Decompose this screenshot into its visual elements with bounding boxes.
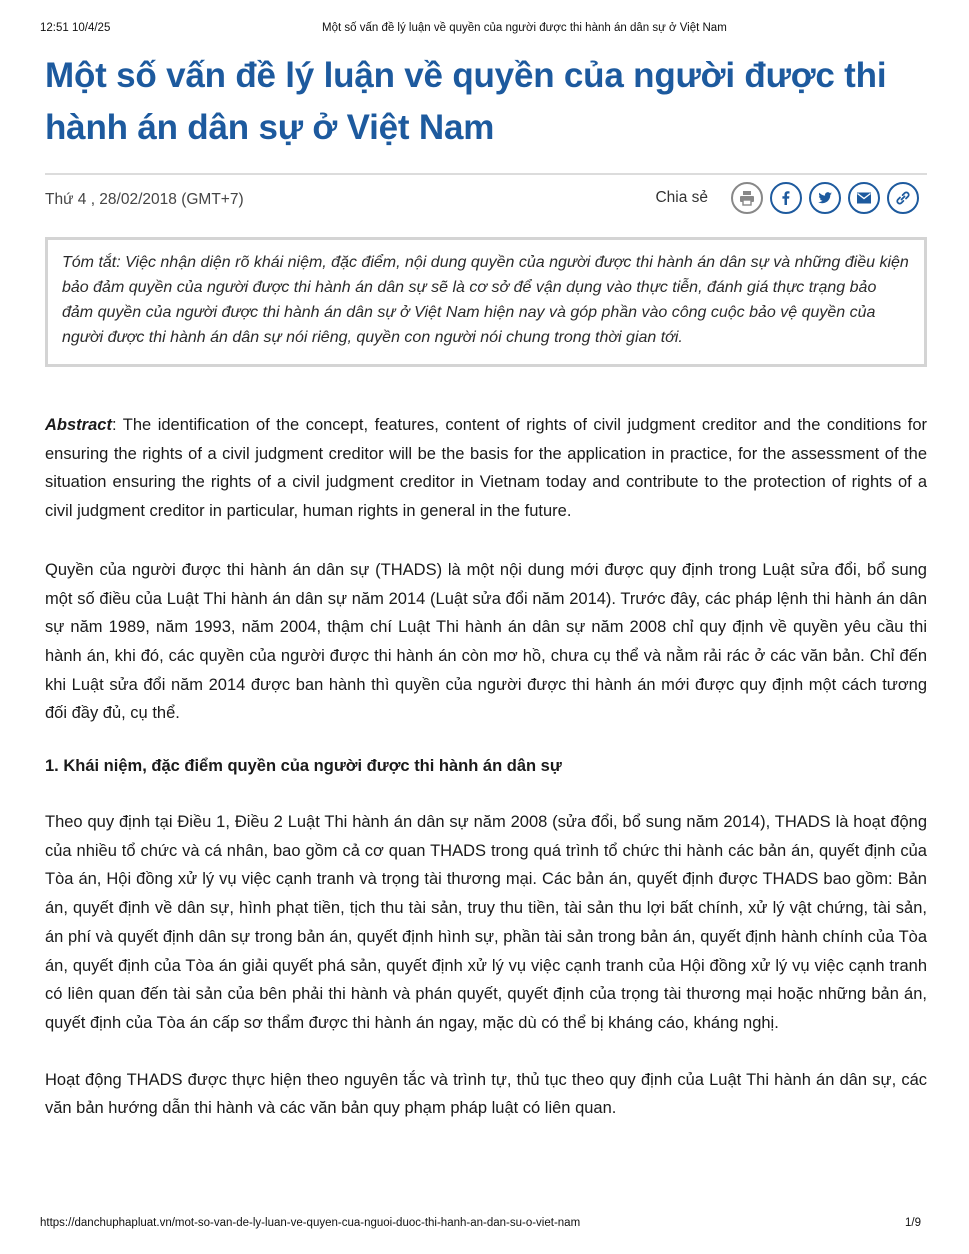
email-icon[interactable] [848,182,880,214]
print-page-title: Một số vấn đề lý luận về quyền của người được thi hành án dân sự ở Việt Nam [322,22,727,34]
twitter-icon[interactable] [809,182,841,214]
share-label: Chia sẻ [655,189,708,206]
article [45,50,927,1123]
facebook-icon[interactable] [770,182,802,214]
link-icon[interactable] [887,182,919,214]
print-icon[interactable] [731,182,763,214]
publish-date: Thứ 4 , 28/02/2018 (GMT+7) [45,191,244,208]
abstract-text: : The identification of the concept, features, content of rights of civil judgment creditor and the conditions for ensuring the rights of a civil judgment creditor will be the basis for the application in practice, for the assessment of the situation ensuring the rights of a civil judgment creditor in Vietnam today and contribute to the protection of rights of a civil judgment creditor in particular, human rights in general in the future. [45,416,927,521]
section-heading: 1. Khái niệm, đặc điểm quyền của người được thi hành án dân sự [45,757,562,776]
article-title: Một số vấn đề lý luận về quyền của người được thi hành án dân sự ở Việt Nam [45,56,887,147]
print-url: https://danchuphapluat.vn/mot-so-van-de-ly-luan-ve-quyen-cua-nguoi-duoc-thi-hanh-an-dan-su-o-viet-nam [40,1217,581,1229]
body-paragraph: Quyền của người được thi hành án dân sự (THADS) là một nội dung mới được quy định trong Luật sửa đổi, bổ sung một số điều của Luật Thi hành án dân sự năm 2014 (Luật sửa đổi năm 2014). Trước đây, các pháp lệnh thi hành án dân sự năm 1989, năm 1993, năm 2004, thậm chí Luật Thi hành án dân sự năm 2008 chỉ quy định về quyền yêu cầu thi hành án, khi đó, các quyền của người được thi hành án còn mơ hồ, chưa cụ thể và nằm rải rác ở các văn bản. Chỉ đến khi Luật sửa đổi năm 2014 được ban hành thì quyền của người được thi hành án mới được quy định một cách tương đối đầy đủ, cụ thể. [45,560,927,723]
article-meta [45,173,927,229]
share-bar [655,182,919,214]
summary-box: Tóm tắt: Việc nhận diện rõ khái niệm, đặc điểm, nội dung quyền của người được thi hành án dân sự và những điều kiện bảo đảm quyền của người được thi hành án dân sự sẽ là cơ sở để vận dụng vào thực tiễn, đánh giá thực trạng bảo đảm quyền của người được thi hành án dân sự ở Việt Nam hiện nay và góp phần vào công cuộc bảo vệ quyền của người được thi hành án dân sự nói riêng, quyền con người nói chung trong thời gian tới. [45,237,927,367]
body-paragraph: Hoạt động THADS được thực hiện theo nguyên tắc và trình tự, thủ tục theo quy định của Luật Thi hành án dân sự, các văn bản hướng dẫn thi hành và các văn bản quy phạm pháp luật có liên quan. [45,1070,927,1118]
print-timestamp: 12:51 10/4/25 [40,22,111,34]
page-number: 1/9 [905,1217,921,1229]
abstract-paragraph [45,411,927,526]
body-paragraph: Theo quy định tại Điều 1, Điều 2 Luật Thi hành án dân sự năm 2008 (sửa đổi, bổ sung năm 2014), THADS là hoạt động của nhiều tổ chức và cá nhân, bao gồm cả cơ quan THADS trong quá trình tổ chức thi hành các bản án, quyết định của Tòa án, Hội đồng xử lý vụ việc cạnh tranh và trọng tài thương mại. Các bản án, quyết định được THADS bao gồm: Bản án, quyết định về dân sự, hình phạt tiền, tịch thu tài sản, truy thu tiền, tài sản thu lợi bất chính, xử lý vật chứng, tài sản, án phí và quyết định dân sự trong bản án, quyết định hình sự, phần tài sản trong bản án, quyết định hành chính của Tòa án, quyết định của Tòa án giải quyết phá sản, quyết định xử lý vụ việc cạnh tranh của Hội đồng xử lý vụ việc cạnh tranh có liên quan đến tài sản của bên phải thi hành và phán quyết, quyết định của trọng tài thương mại hoặc những bản án, quyết định của Tòa án cấp sơ thẩm được thi hành án ngay, mặc dù có thể bị kháng cáo, kháng nghị. [45,813,927,1032]
abstract-label: Abstract [45,416,112,434]
